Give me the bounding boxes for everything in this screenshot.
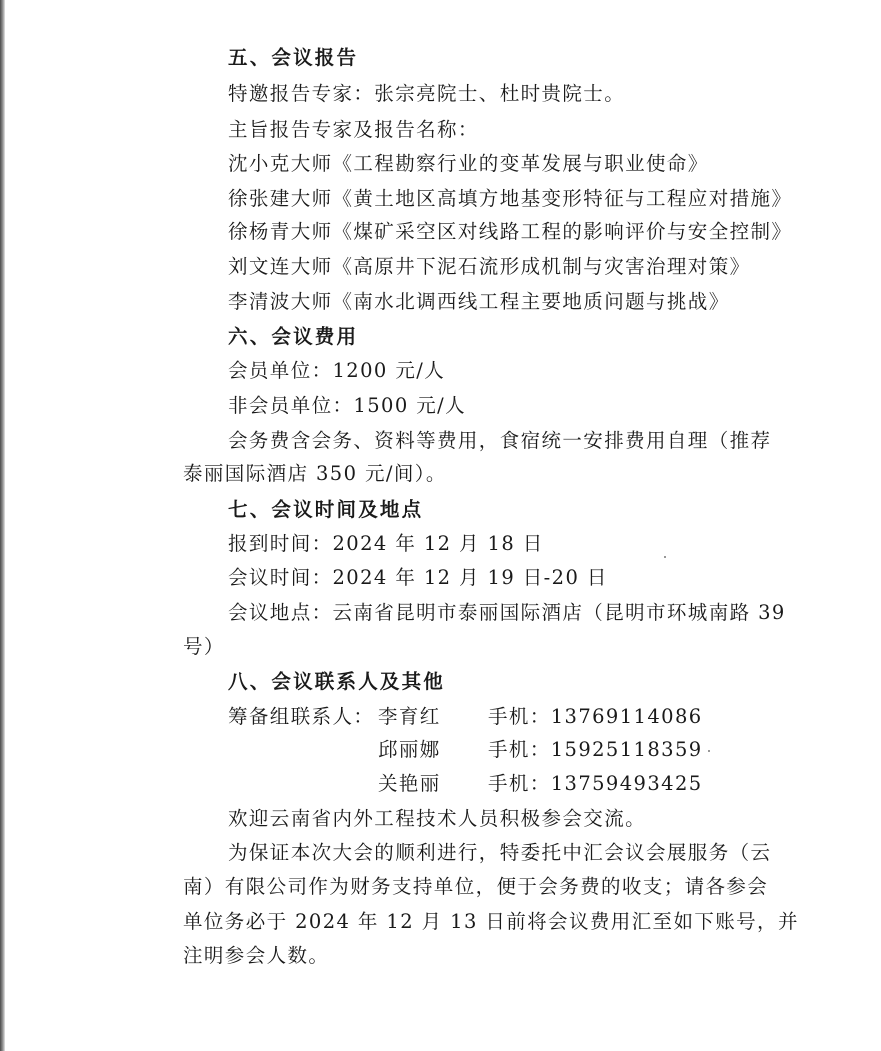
talk-item: 徐杨青大师《煤矿采空区对线路工程的影响评价与安全控制》	[228, 220, 793, 243]
keynote-intro: 主旨报告专家及报告名称：	[228, 118, 479, 141]
member-fee: 会员单位：1200 元/人	[228, 359, 446, 382]
contact-name: 关艳丽	[378, 772, 441, 795]
checkin-time: 报到时间：2024 年 12 月 18 日	[228, 532, 544, 555]
talk-item: 刘文连大师《高原井下泥石流形成机制与灾害治理对策》	[228, 255, 751, 278]
talk-item: 徐张建大师《黄土地区高填方地基变形特征与工程应对措施》	[228, 187, 793, 210]
finance-line: 南）有限公司作为财务支持单位，便于会务费的收支；请各参会	[183, 875, 769, 898]
section-5-heading: 五、会议报告	[228, 46, 359, 69]
welcome-text: 欢迎云南省内外工程技术人员积极参会交流。	[228, 807, 647, 830]
contact-label: 筹备组联系人：	[228, 705, 375, 728]
contact-phone: 手机：13759493425	[488, 772, 703, 795]
contact-phone: 手机：15925118359	[488, 738, 703, 761]
finance-line: 为保证本次大会的顺利进行，特委托中汇会议会展服务（云	[228, 841, 772, 864]
scan-speck	[664, 556, 666, 558]
contact-name: 邱丽娜	[378, 738, 441, 761]
invited-experts: 特邀报告专家：张宗亮院士、杜时贵院士。	[228, 82, 626, 105]
contact-phone: 手机：13769114086	[488, 705, 703, 728]
page-edge-shadow	[0, 0, 5, 1051]
meeting-time: 会议时间：2024 年 12 月 19 日-20 日	[228, 566, 608, 589]
finance-line: 注明参会人数。	[183, 944, 330, 967]
venue-line: 号）	[183, 635, 225, 658]
section-8-heading: 八、会议联系人及其他	[228, 670, 446, 693]
talk-item: 沈小克大师《工程勘察行业的变革发展与职业使命》	[228, 152, 709, 175]
section-6-heading: 六、会议费用	[228, 325, 359, 348]
contact-name: 李育红	[378, 705, 441, 728]
talk-item: 李清波大师《南水北调西线工程主要地质问题与挑战》	[228, 290, 730, 313]
venue-line: 会议地点：云南省昆明市泰丽国际酒店（昆明市环城南路 39	[228, 601, 786, 624]
fee-note-line: 泰丽国际酒店 350 元/间）。	[183, 462, 447, 485]
section-7-heading: 七、会议时间及地点	[228, 498, 424, 521]
non-member-fee: 非会员单位：1500 元/人	[228, 394, 466, 417]
scan-speck	[708, 750, 710, 752]
fee-note-line: 会务费含会务、资料等费用，食宿统一安排费用自理（推荐	[228, 429, 772, 452]
finance-line: 单位务必于 2024 年 12 月 13 日前将会议费用汇至如下账号，并	[183, 910, 799, 933]
